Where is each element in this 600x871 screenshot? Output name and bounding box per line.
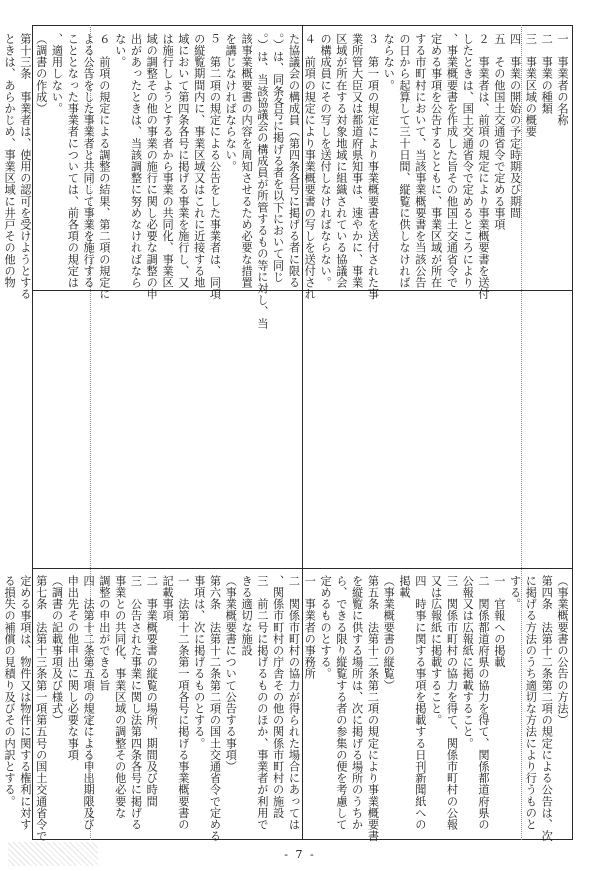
- law-text-upper: 一 事業者の名称 二 事業の種類 三 事業区域の概要 四 事業の開始の予定時期及び期間 五 その他国土交通省令で定める事項 ２ 事業者は、前項の規定により事業概要書を送付 したときは、国土交通省令で定めるところにより 、事業概要書を作成した旨その他国土交通省令で 定める事項を公告するとともに、事業区域が所在 する市町村において、当該事業概要書を当該公告 の日から起算して三十日間、縦覧に供しなければ ならない。 ３ 第一項の規定により事業概要書を送付された事 業所管大臣又は都道府県知事は、速やかに、事業 区域が所在する対象地域に組織されている協議会 の構成員にその写しを送付しなければならない。 ４ 前項の規定により事業概要書の写しを送付され た協議会の構成員（第四条各号に掲げる者に限る 。）は、同条各号に掲げる者を以下において同じ 。）は、当該協議会の構成員が所管するもの等に対し、当 該事業概要書の内容を周知させるため必要な措置 を講じなければならない。 ５ 第二項の規定による公告をした事業者は、同項 の縦覧期間内に、事業区域又はこれに近接する地 域において第四条各号に掲げる事業を施行し、又 は施行しようとする者から事業の共同化、事業区 域の調整その他の事業の施行に関し必要な調整の申 出があったときは、当該調整に努めなければなら ない。 ６ 前項の規定による調整の結果、第二項の規定に よる公告をした事業者と共同して事業を施行する こととなった事業者については、前各項の規定は 、適用しない。 （調書の作成） 第十三条 事業者は、使用の認可を受けようとする ときは、あらかじめ、事業区域に井戸その他の物: [3, 33, 569, 329]
- ordinance-text-lower: （事業概要書の公告の方法） 第四条 法第十二条第二項の規定による公告は、次 に掲げる方法のうち適切な方法により行うものと する。 一 官報への掲載 二 関係都道府県の協力を得て、関係都道府県の 公報又は広報紙に掲載すること。 三 関係市町村の協力を得て、関係市町村の公報 又は広報紙に掲載すること。 四 時事に関する事項を掲載する日刊新聞紙への 掲載 （事業概要書の縦覧） 第五条 法第十二条第二項の規定により事業概要書 を縦覧に供する場所は、次に掲げる場所のうちか ら、できる限り縦覧する者の参集の便を考慮して 定めるものとする。 一 事業者の事務所 二 関係市町村の協力が得られた場合にあっては 、関係市町村の庁舎その他の関係市町村の施設 三 前二号に掲げるもののほか、事業者が利用で きる適切な施設 （事業概要書について公告する事項） 第六条 法第十二条第二項の国土交通省令で定める 事項は、次に掲げるものとする。 一 法第十二条第一項各号に掲げる事業概要書の 記載事項 二 事業概要書の縦覧の場所、期間及び時間 三 公告された事業に関し法第四条各号に掲げる 事業との共同化、事業区域の調整その他必要な 調整の申出ができる旨 四 法第十二条第五項の規定による申出期限及び 申出先その他申出に関し必要な事項 （調書の記載事項及び様式） 第七条 法第十三条第一項第五号の国土交通省令で 定める事項は、物件又は物件に関する権利に対す る損失の補償の見積り及びその内訳とする。: [3, 575, 569, 842]
- page-number: - 7 -: [284, 848, 316, 861]
